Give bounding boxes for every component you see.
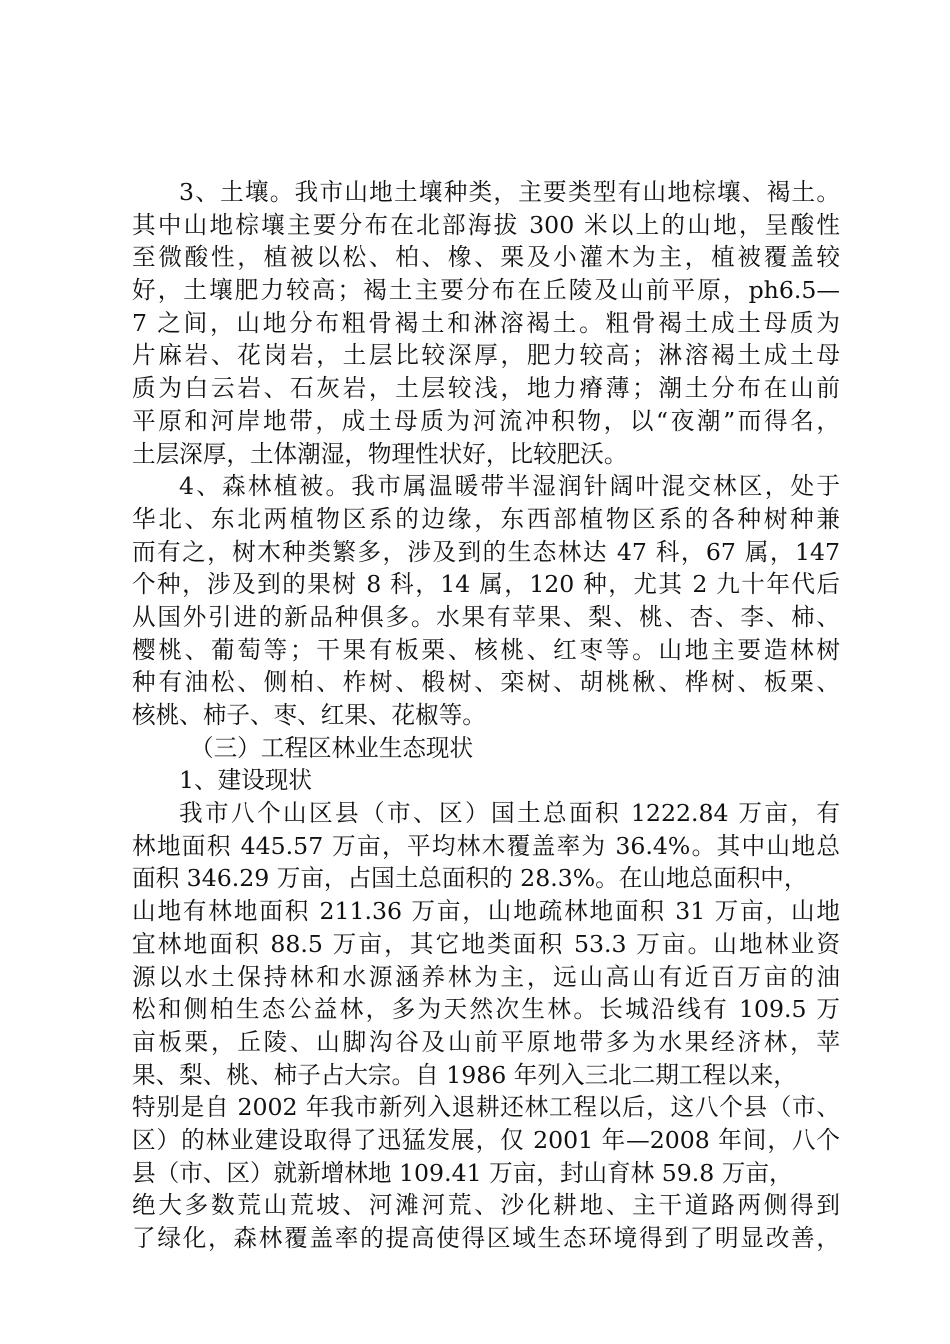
text-line: 绝大多数荒山荒坡、河滩河荒、沙化耕地、主干道路两侧得到 xyxy=(132,1191,840,1220)
paragraph-soil xyxy=(132,176,840,470)
paragraph-status xyxy=(132,797,840,1255)
text-line: 了绿化，森林覆盖率的提高使得区域生态环境得到了明显改善， xyxy=(132,1224,840,1252)
text-line: 至微酸性，植被以松、柏、橡、栗及小灌木为主，植被覆盖较 xyxy=(132,243,840,272)
text-line: 7 之间，山地分布粗骨褐土和淋溶褐土。粗骨褐土成土母质为 xyxy=(132,308,840,337)
text-line: 特别是自 2002 年我市新列入退耕还林工程以后，这八个县（市、 xyxy=(132,1093,840,1122)
text-line: 县（市、区）就新增林地 109.41 万亩，封山育林 59.8 万亩， xyxy=(132,1158,793,1187)
subsection-heading: 1、建设现状 xyxy=(179,766,312,795)
text-line: 个种，涉及到的果树 8 科，14 属，120 种，尤其 2 九十年代后 xyxy=(132,570,840,599)
text-line: 宜林地面积 88.5 万亩，其它地类面积 53.3 万亩。山地林业资 xyxy=(132,929,840,958)
text-line: 区）的林业建设取得了迅猛发展，仅 2001 年—2008 年间，八个 xyxy=(132,1125,840,1154)
text-line: 质为白云岩、石灰岩，土层较浅，地力瘠薄；潮土分布在山前 xyxy=(132,374,840,403)
text-line: 土层深厚，土体潮湿，物理性状好，比较肥沃。 xyxy=(132,439,628,468)
text-line: 亩板栗，丘陵、山脚沟谷及山前平原地带多为水果经济林，苹 xyxy=(132,1027,840,1056)
text-line: 从国外引进的新品种俱多。水果有苹果、梨、桃、杏、李、柿、 xyxy=(132,602,840,631)
document-page xyxy=(132,176,840,1255)
paragraph-vegetation xyxy=(132,470,840,732)
text-line: 其中山地棕壤主要分布在北部海拔 300 米以上的山地，呈酸性 xyxy=(132,210,840,239)
text-line: 山地有林地面积 211.36 万亩，山地疏林地面积 31 万亩，山地 xyxy=(132,897,840,926)
text-line: 果、梨、桃、柿子占大宗。自 1986 年列入三北二期工程以来， xyxy=(132,1060,797,1089)
section-heading: （三）工程区林业生态现状 xyxy=(190,733,474,762)
text-line: 面积 346.29 万亩，占国土总面积的 28.3%。在山地总面积中， xyxy=(132,864,808,893)
text-line: 华北、东北两植物区系的边缘，东西部植物区系的各种树种兼 xyxy=(132,504,840,533)
text-line: 林地面积 445.57 万亩，平均林木覆盖率为 36.4%。其中山地总 xyxy=(132,831,840,860)
text-line: 4、森林植被。我市属温暖带半湿润针阔叶混交林区，处于 xyxy=(179,472,840,501)
text-line: 樱桃、葡萄等；干果有板栗、核桃、红枣等。山地主要造林树 xyxy=(132,635,840,664)
text-line: 片麻岩、花岗岩，土层比较深厚，肥力较高；淋溶褐土成土母 xyxy=(132,341,840,370)
text-line: 我市八个山区县（市、区）国土总面积 1222.84 万亩，有 xyxy=(179,799,840,828)
text-line: 而有之，树木种类繁多，涉及到的生态林达 47 科，67 属，147 xyxy=(132,537,840,566)
text-line: 松和侧柏生态公益林，多为天然次生林。长城沿线有 109.5 万 xyxy=(132,995,840,1024)
text-line: 核桃、柿子、枣、红果、花椒等。 xyxy=(132,701,486,729)
text-line: 种有油松、侧柏、柞树、椴树、栾树、胡桃楸、桦树、板栗、 xyxy=(132,668,840,697)
text-line: 平原和河岸地带，成土母质为河流冲积物，以“夜潮”而得名， xyxy=(132,406,840,435)
text-line: 源以水土保持林和水源涵养林为主，远山高山有近百万亩的油 xyxy=(132,962,840,991)
text-line: 3、土壤。我市山地土壤种类，主要类型有山地棕壤、褐土。 xyxy=(179,178,840,206)
text-line: 好，土壤肥力较高；褐土主要分布在丘陵及山前平原，ph6.5— xyxy=(132,276,840,305)
